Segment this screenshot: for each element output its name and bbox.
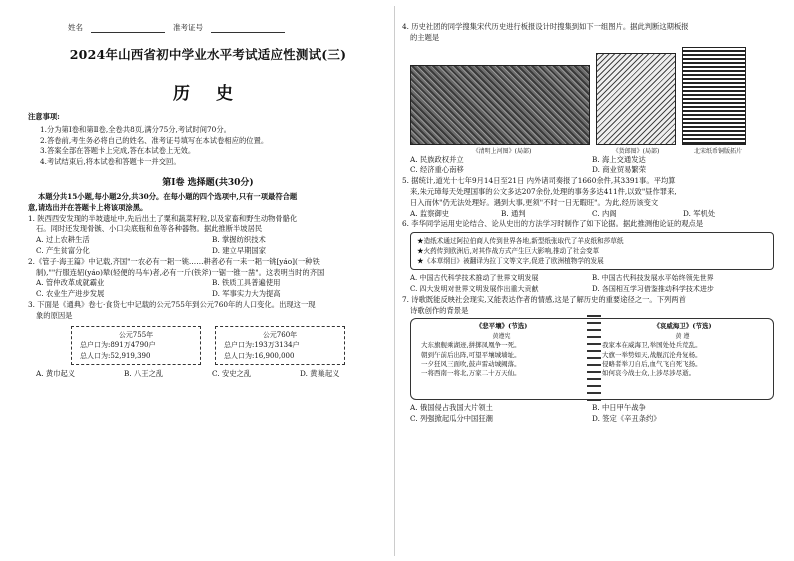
notice-item: 2.答卷前,考生务必将自己的姓名、准考证号填写在本试卷相应的位置。 [40,135,269,145]
poem-author: 黄 遵 [675,332,690,340]
poem-bei-pingrang [411,319,592,399]
notice-heading: 注意事项: [28,112,60,121]
poem-line: 一夕狂风三面吹,鼓声雷动城阙落。 [421,359,521,368]
poem-line: 我家本在威海卫,举国处处兵荒乱。 [602,341,702,350]
option-a[interactable]: A. 过上农耕生活 [36,235,90,245]
option-d[interactable]: D. 签定《辛丑条约》 [592,414,661,424]
option-c[interactable]: C. 内阁 [592,208,617,218]
option-b[interactable]: B. 海上交通发达 [592,154,646,164]
option-c[interactable]: C. 产生贫富分化 [36,245,90,255]
question-stem: 象的原因是 [36,310,73,320]
box-population: 总人口为:52,919,390 [80,351,151,360]
page-fold-divider [394,6,395,556]
question-stem: 诗歌创作的背景是 [410,305,469,315]
question-stem: 1. 陕西西安发现的半坡遗址中,先后出土了粟和蔬菜籽粒,以及家畜和野生动物骨骼化 [28,213,298,223]
question-stem: 石。同时还发现骨镞、小口尖底瓶和鱼等各种器物。据此推断半坡居民 [36,224,263,234]
poem-line: 朝到午前后出阵,可望平壤城墙址。 [421,350,521,359]
poem-author: 黄遵宪 [492,332,511,340]
section-title: 第Ⅰ卷 选择题(共30分) [162,177,254,188]
option-b[interactable]: B. 中日甲午战争 [592,403,646,413]
picture-row [402,47,774,145]
notice-item: 3.答案全部在答题卡上完成,答在本试卷上无效。 [40,146,196,156]
option-d[interactable]: D. 商业贸易繁荣 [592,165,647,175]
candidate-info [68,22,388,33]
option-b[interactable]: B. 铁质工具普遍使用 [212,278,281,288]
question-7 [402,295,774,425]
options [402,209,774,220]
huolang-painting-image [596,53,676,145]
subject-title: 历 史 [173,84,243,104]
id-label: 准考证号 [173,23,203,32]
section-intro: 意,请选出并在答题卡上将该项涂黑。 [28,202,148,212]
option-d[interactable]: D. 军事实力大为提高 [212,289,281,299]
caption: 《清明上河图》(局部) [472,147,532,155]
option-a[interactable]: A. 监察御史 [410,208,450,218]
option-a[interactable]: A. 黄巾起义 [36,369,76,379]
name-field[interactable] [91,22,165,33]
question-stem: 7. 诗歌既能反映社会现实,又能表达作者的情感,这是了解历史的重要途径之一。下列两首 [402,294,686,304]
option-b[interactable]: B. 通判 [501,208,526,218]
box-year: 公元760年 [262,330,298,339]
evidence-item: ★《本草纲目》被翻译为拉丁文等文字,促进了欧洲植物学的发展 [417,257,604,266]
question-stem: 日入而休"仍无法处理好。遇到大事,更须"不时一日无暇旺"。为此,经历该变文 [410,197,659,207]
question-6 [402,219,774,294]
box-households: 总户口为:891万4790户 [80,341,156,350]
option-d[interactable]: D. 军机处 [683,208,716,218]
option-d[interactable]: D. 黄巢起义 [300,369,340,379]
box-year: 公元755年 [118,330,154,339]
options [402,403,774,425]
question-stem: 来,朱元璋每天处理国事的公文多达207余份,处理的事务多达411件,以致"昼作罪来, [410,186,677,196]
poem-title: 《哀威海卫》(节选) [653,322,712,331]
left-column [28,22,388,380]
box-population: 总人口为:16,900,000 [224,351,295,360]
banknote-rubbing-image [682,47,746,145]
qingming-painting-image [410,65,590,145]
question-4 [402,22,774,176]
option-c[interactable]: C. 四大发明对世界文明发展作出重大贡献 [410,284,539,293]
option-c[interactable]: C. 列强掀起瓜分中国狂潮 [410,414,493,424]
evidence-item: ★火药传到欧洲后,对其作战方式产生巨大影响,推动了社会变革 [417,247,600,256]
exam-title: 2024年山西省初中学业水平考试适应性测试(三) [69,47,347,62]
id-field[interactable] [211,22,285,33]
name-label: 姓名 [68,23,83,32]
question-stem: 4. 历史社团的同学搜集宋代历史进行板报设计时搜集到如下一组图片。据此判断这期板报 [402,22,689,31]
option-b[interactable]: B. 八王之乱 [124,369,164,379]
question-3 [28,300,388,380]
poem-ai-weihaiwei [592,319,773,399]
notebook-spiral [587,315,601,403]
options [28,369,388,380]
right-column [402,22,774,425]
options [402,273,774,295]
picture-captions [402,146,774,155]
question-stem: 的主题是 [410,32,440,42]
question-5 [402,176,774,219]
option-b[interactable]: B. 中国古代科技发展水平始终领先世界 [592,274,714,283]
poem-line: 大旗一举势如天,战舰沉沦舟复杨。 [602,350,702,359]
option-c[interactable]: C. 农业生产进步发展 [36,289,105,299]
question-stem: 6. 李华同学运用史论结合、论从史出的方法学习时制作了如下论据。据此推测他论证的观点是 [402,219,704,229]
options [402,155,774,177]
option-c[interactable]: C. 经济重心南移 [410,165,464,175]
options [28,278,388,300]
poem-notebook [410,318,774,400]
caption: 《货郎图》(局部) [612,147,660,155]
population-box-760 [215,326,345,366]
question-stem: 3. 下面是《通典》卷七·食货七中记载的公元755年到公元760年的人口变化。出现这一现 [28,299,316,309]
evidence-card [410,232,774,270]
question-1 [28,214,388,257]
options [28,235,388,257]
option-d[interactable]: D. 建立早期国家 [212,245,267,255]
poem-title: 《悲平壤》(节选) [475,322,528,331]
question-stem: 制),""行服连轺(yáo)辇(轻便的马车)者,必有一斤(铁斧)一锯一锥一凿"。这表明当时的齐国 [36,267,325,277]
option-d[interactable]: D. 各国相互学习借鉴推动科学技术进步 [592,284,714,293]
evidence-item: ★造纸术通过阿拉伯商人传到世界各地,新型纸张取代了羊皮纸和莎草纸 [417,237,624,246]
section-intro: 本题分共15小题,每小题2分,共30分。在每小题的四个选项中,只有一项最符合题 [38,191,298,201]
poem-line: 一将西南一将北,万家二十万天仙。 [421,369,521,378]
option-a[interactable]: A. 俄国侵占我国大片领土 [410,403,493,413]
question-2 [28,257,388,300]
option-a[interactable]: A. 中国古代科学技术推动了世界文明发展 [410,274,539,283]
notice-list [40,125,388,168]
population-boxes [28,326,388,366]
option-a[interactable]: A. 管仲改革成就霸业 [36,278,105,288]
notice-item: 1.分为第Ⅰ卷和第Ⅱ卷,全卷共8页,满分75分,考试时间70分。 [40,124,231,134]
question-stem: 2.《管子·海王篇》中记载,齐国"一农必有一耜一铫……耕者必有一耒一耜一铫[yáo](一种铁 [28,256,320,266]
poem-line: 侵略者举刀自后,血气飞自死飞扬。 [602,359,702,368]
notice-item: 4.考试结束后,将本试卷和答题卡一并交回。 [40,157,181,167]
caption: 北宋纸币铜版拓片 [693,147,742,155]
poem-line: 如何哀今战士众,上涉尽涉尽逝。 [602,369,696,378]
poem-line: 大东旗舰乘湖迹,拼掷凤凰争一死。 [421,341,521,350]
option-c[interactable]: C. 安史之乱 [212,369,252,379]
question-stem: 5. 据统计,道光十七年9月14日至21日 内外诸司奏报了1660余件,其3391事。平均算 [402,176,676,186]
option-a[interactable]: A. 民族政权并立 [410,154,464,164]
option-b[interactable]: B. 掌握纺织技术 [212,235,266,245]
box-households: 总户口为:193万3134户 [224,341,300,350]
population-box-755 [71,326,201,366]
